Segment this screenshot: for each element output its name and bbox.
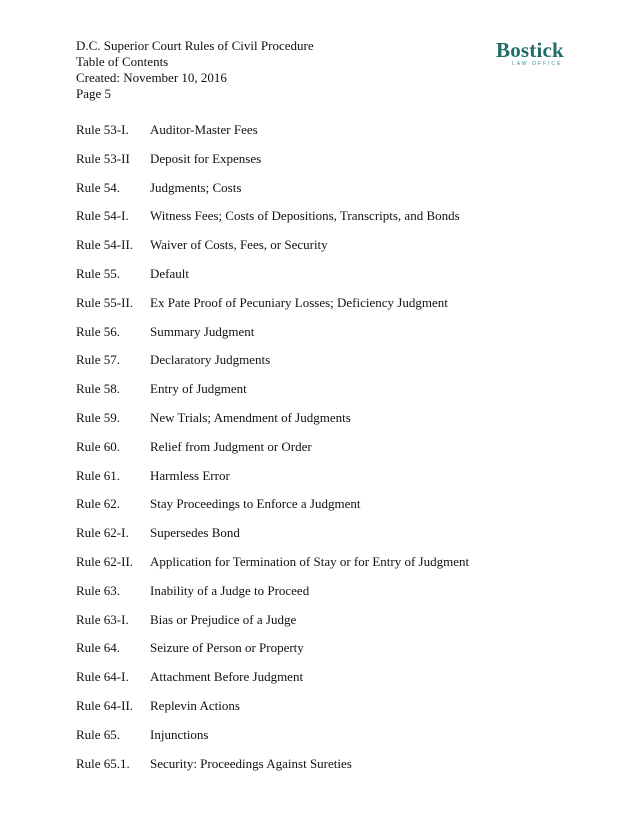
rule-number: Rule 57. [76, 352, 121, 368]
list-item [76, 266, 596, 295]
page-number: Page 5 [76, 86, 112, 101]
rule-title: Attachment Before Judgment [150, 669, 304, 685]
document-title: D.C. Superior Court Rules of Civil Procedure [76, 38, 314, 53]
list-item [76, 640, 596, 669]
list-item [76, 669, 596, 698]
list-item [76, 525, 596, 554]
rule-number: Rule 55-II. [76, 294, 134, 310]
rule-title: Judgments; Costs [150, 179, 242, 195]
rule-title: Waiver of Costs, Fees, or Security [150, 237, 328, 253]
list-item [76, 554, 596, 583]
rule-title: Inability of a Judge to Proceed [150, 582, 310, 598]
list-item [76, 756, 596, 785]
rule-title: Relief from Judgment or Order [150, 438, 312, 454]
rule-number: Rule 56. [76, 323, 121, 339]
bostick-logo [496, 38, 566, 78]
rule-title: Default [150, 265, 189, 281]
rule-title: Injunctions [150, 726, 209, 742]
document-header [76, 38, 314, 102]
rule-title: Deposit for Expenses [150, 150, 262, 166]
rule-title: Bias or Prejudice of a Judge [150, 611, 297, 627]
rule-number: Rule 59. [76, 409, 121, 425]
rule-title: Supersedes Bond [150, 525, 240, 541]
list-item [76, 237, 596, 266]
rule-number: Rule 53-I. [76, 122, 129, 137]
list-item [76, 180, 596, 209]
logo-subtitle: LAW OFFICE [512, 61, 563, 67]
rule-number: Rule 65.1. [76, 755, 130, 771]
list-item [76, 496, 596, 525]
rule-number: Rule 62-I. [76, 525, 129, 541]
list-item [76, 439, 596, 468]
list-item [76, 151, 596, 180]
rule-title: Security: Proceedings Against Sureties [150, 755, 352, 771]
list-item [76, 698, 596, 727]
rule-number: Rule 53-II [76, 150, 130, 166]
rule-number: Rule 63-I. [76, 611, 129, 627]
rule-number: Rule 65. [76, 726, 121, 742]
document-subtitle: Table of Contents [76, 54, 169, 69]
rule-number: Rule 64. [76, 640, 121, 656]
rule-number: Rule 61. [76, 467, 121, 483]
rule-title: Ex Pate Proof of Pecuniary Losses; Deficiency Judgment [150, 294, 448, 310]
rule-title: Witness Fees; Costs of Depositions, Transcripts, and Bonds [150, 208, 460, 224]
rule-title: Auditor-Master Fees [150, 122, 258, 137]
list-item [76, 381, 596, 410]
logo-name: Bostick [496, 38, 564, 62]
list-item [76, 122, 596, 151]
list-item [76, 324, 596, 353]
list-item [76, 208, 596, 237]
list-item [76, 612, 596, 641]
list-item [76, 352, 596, 381]
rule-number: Rule 62-II. [76, 553, 134, 569]
rule-number: Rule 60. [76, 438, 121, 454]
rules-list [76, 122, 596, 784]
list-item [76, 295, 596, 324]
rule-title: Declaratory Judgments [150, 352, 271, 368]
rule-number: Rule 64-II. [76, 697, 134, 713]
list-item [76, 727, 596, 756]
rule-number: Rule 54-II. [76, 237, 134, 253]
rule-number: Rule 54. [76, 179, 121, 195]
rule-title: Summary Judgment [150, 323, 255, 339]
rule-title: Seizure of Person or Property [150, 640, 304, 656]
rule-number: Rule 58. [76, 381, 121, 397]
list-item [76, 410, 596, 439]
rule-number: Rule 63. [76, 582, 121, 598]
rule-title: Harmless Error [150, 467, 230, 483]
created-date: Created: November 10, 2016 [76, 70, 227, 85]
rule-number: Rule 64-I. [76, 669, 129, 685]
rule-title: Application for Termination of Stay or for Entry of Judgment [150, 553, 470, 569]
rule-title: Replevin Actions [150, 697, 240, 713]
rule-number: Rule 54-I. [76, 208, 129, 224]
rule-number: Rule 55. [76, 265, 121, 281]
rule-title: Entry of Judgment [150, 381, 247, 397]
list-item [76, 468, 596, 497]
rule-title: Stay Proceedings to Enforce a Judgment [150, 496, 361, 512]
rule-title: New Trials; Amendment of Judgments [150, 409, 351, 425]
list-item [76, 583, 596, 612]
rule-number: Rule 62. [76, 496, 121, 512]
